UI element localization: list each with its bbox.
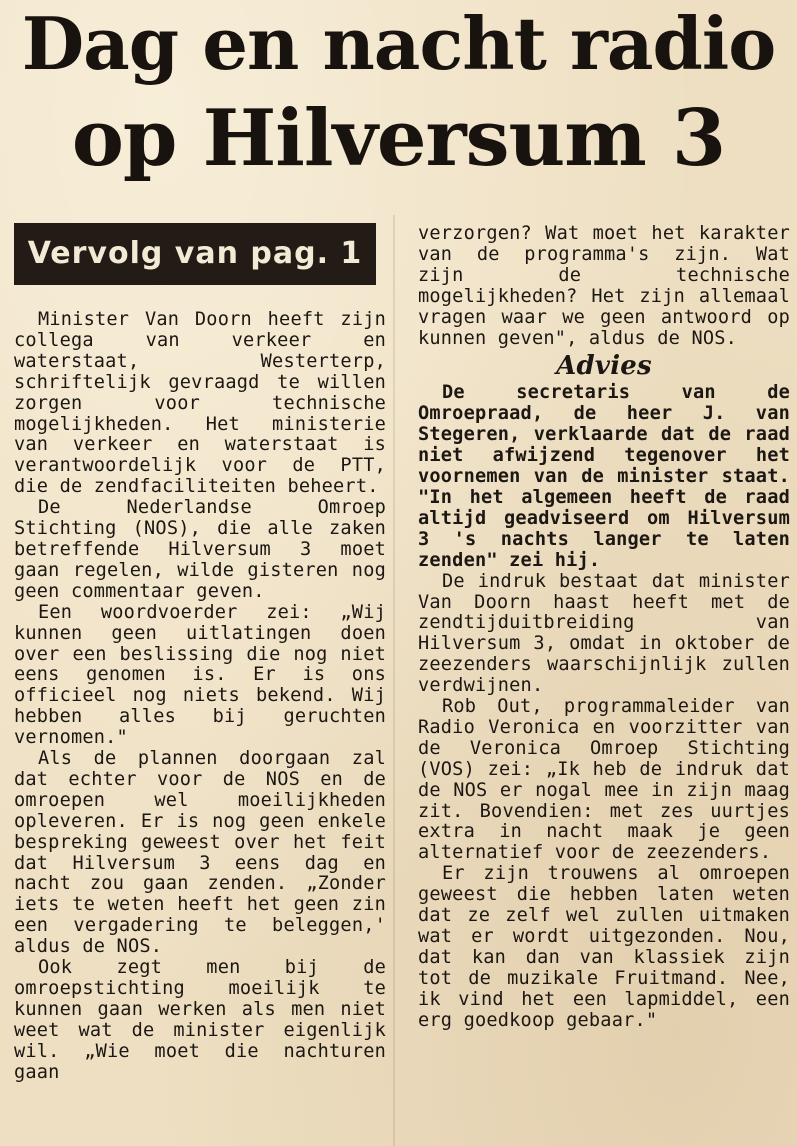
headline-line-1: Dag en nacht radio	[21, 1, 776, 86]
paragraph: Ook zegt men bij de omroepstichting moeilijk te kunnen gaan werken als men niet weet wat de minister eigenlijk wil. „Wie moet die nachturen gaan	[14, 957, 386, 1083]
paragraph: Een woordvoerder zei: „Wij kunnen geen uitlatingen doen over een beslissing die nog niet eens genomen is. Er is ons officieel nog niets bekend. Wij hebben alles bij geruchten vernomen."	[14, 601, 386, 749]
paragraph: verzorgen? Wat moet het karakter van de programma's zijn. Wat zijn de technische mogelijkheden? Het zijn allemaal vragen waar we geen antwoord op kunnen geven", aldus de NOS.	[418, 223, 790, 349]
paragraph: De Nederlandse Omroep Stichting (NOS), die alle zaken betreffende Hilversum 3 moet gaan regelen, wilde gisteren nog geen commentaar geven.	[14, 497, 386, 602]
headline-line-2: op Hilversum 3	[71, 93, 726, 184]
paragraph: Minister Van Doorn heeft zijn collega van verkeer en waterstaat, Westerterp, schriftelijk gevraagd te willen zorgen voor technische mogelijkheden. Het ministerie van verkeer en waterstaat is verantwoordelijk voor de PTT, die de zendfaciliteiten beheert.	[14, 309, 386, 498]
paragraph: Als de plannen doorgaan zal dat echter voor de NOS en de omroepen wel moeilijkheden opleveren. Er is nog geen enkele bespreking geweest over het feit dat Hilversum 3 eens dag en nacht zou gaan zenden. „Zonder iets te weten heeft het geen zin een vergadering te beleggen,' aldus de NOS.	[14, 748, 386, 958]
bold-paragraph: De secretaris van de Omroepraad, de heer J. van Stegeren, verklaarde dat de raad niet afwijzend tegenover het voornemen van de minister staat. "In het algemeen heeft de raad altijd geadviseerd om Hilversum 3 's nachts langer te laten zenden" zei hij.	[418, 382, 790, 571]
paragraph: Er zijn trouwens al omroepen geweest die hebben laten weten dat ze zelf wel zullen uitmaken wat er wordt uitgezonden. Nou, dat kan dan van klassiek zijn tot de muzikale Fruitmand. Nee, ik vind het een lapmiddel, een erg goedkoop gebaar."	[418, 863, 790, 1031]
continuation-banner: Vervolg van pag. 1	[14, 223, 376, 285]
paragraph: Rob Out, programmaleider van Radio Veronica en voorzitter van de Veronica Omroep Stichting (VOS) zei: „Ik heb de indruk dat de NOS er nogal mee in zijn maag zit. Bovendien: met zes uurtjes extra in nacht maak je geen alternatief voor de zeezenders.	[418, 696, 790, 864]
section-subheading: Advies	[556, 351, 652, 382]
paragraph: De indruk bestaat dat minister Van Doorn haast heeft met de zendtijduitbreiding van Hilversum 3, omdat in oktober de zeezenders waarschijnlijk zullen verdwijnen.	[418, 570, 790, 697]
article-column-1	[14, 310, 386, 1084]
article-column-2	[418, 224, 790, 1032]
column-divider	[393, 215, 395, 1146]
